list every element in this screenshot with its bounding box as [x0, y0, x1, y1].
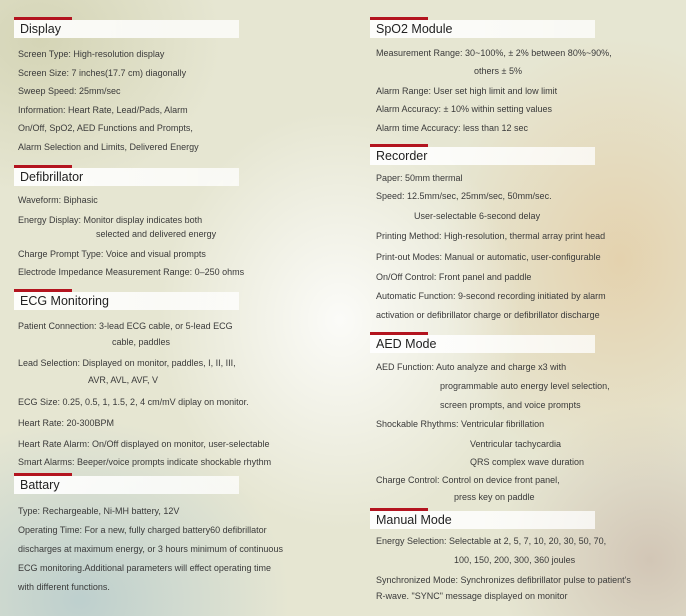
spec-line: Print-out Modes: Manual or automatic, user-configurable	[376, 252, 601, 262]
defibrillator-heading: Defibrillator	[14, 168, 239, 186]
display-heading: Display	[14, 20, 239, 38]
spec-line: Alarm Range: User set high limit and low limit	[376, 86, 558, 96]
spec-line: press key on paddle	[454, 492, 535, 502]
recorder-section	[370, 147, 606, 325]
spec-line: Synchronized Mode: Synchronizes defibrillator pulse to patient's	[376, 575, 631, 585]
spec-line: Information: Heart Rate, Lead/Pads, Alarm	[18, 104, 188, 115]
spec-line: Charge Prompt Type: Voice and visual prompts	[18, 248, 206, 259]
manual-mode-heading: Manual Mode	[370, 511, 595, 529]
spec-line: 100, 150, 200, 300, 360 joules	[454, 555, 576, 565]
spec-line: QRS complex wave duration	[470, 457, 585, 467]
aed-specs	[370, 358, 610, 507]
spec-line: Printing Method: High-resolution, thermal array print head	[376, 231, 606, 241]
spec-line: Screen Type: High-resolution display	[18, 49, 165, 59]
spec-line: Automatic Function: 9-second recording initiated by alarm	[376, 291, 606, 301]
spec-line: Smart Alarms: Beeper/voice prompts indicate shockable rhythm	[18, 457, 272, 467]
spec-line: others ± 5%	[474, 66, 522, 76]
spec-line: Paper: 50mm thermal	[376, 173, 463, 183]
spec-line: Operating Time: For a new, fully charged battery60 defibrillator	[18, 525, 267, 535]
battery-section	[14, 476, 283, 597]
spec-line: Heart Rate: 20-300BPM	[18, 418, 115, 428]
spec-line: Lead Selection: Displayed on monitor, paddles, I, II, III,	[18, 358, 236, 368]
spec-line: activation or defibrillator charge or defibrillator discharge	[376, 310, 600, 320]
spec-line: screen prompts, and voice prompts	[440, 400, 581, 410]
spec-line: Energy Selection: Selectable at 2, 5, 7, 10, 20, 30, 50, 70,	[376, 536, 607, 546]
spec-line: ECG monitoring.Additional parameters will effect operating time	[18, 563, 271, 573]
defibrillator-section	[14, 168, 244, 282]
spec-line: User-selectable 6-second delay	[414, 211, 541, 221]
spo2-section	[370, 20, 612, 138]
aed-section	[370, 335, 610, 507]
spec-line: Alarm Selection and Limits, Delivered Energy	[18, 141, 199, 152]
spec-line: R-wave. "SYNC" message displayed on monitor	[376, 591, 568, 601]
spec-line: Screen Size: 7 inches(17.7 cm) diagonally	[18, 67, 187, 78]
ecg-heading: ECG Monitoring	[14, 292, 239, 310]
spec-line: Alarm time Accuracy: less than 12 sec	[376, 123, 529, 133]
spec-line: Ventricular tachycardia	[470, 439, 562, 449]
spec-line: Patient Connection: 3-lead ECG cable, or 5-lead ECG	[18, 321, 233, 331]
ecg-specs	[14, 317, 271, 472]
spec-line: On/Off Control: Front panel and paddle	[376, 272, 532, 282]
spec-line: Type: Rechargeable, Ni-MH battery, 12V	[18, 506, 180, 516]
spec-line: discharges at maximum energy, or 3 hours minimum of continuous	[18, 544, 283, 554]
spec-line: Shockable Rhythms: Ventricular fibrillation	[376, 419, 545, 429]
defibrillator-specs	[14, 191, 244, 282]
spo2-heading: SpO2 Module	[370, 20, 595, 38]
recorder-specs	[370, 169, 606, 325]
spec-line: selected and delivered energy	[96, 228, 217, 239]
spec-line: with different functions.	[18, 582, 110, 592]
spec-line: cable, paddles	[112, 337, 171, 347]
spec-line: Heart Rate Alarm: On/Off displayed on monitor, user-selectable	[18, 439, 270, 449]
spec-line: ECG Size: 0.25, 0.5, 1, 1.5, 2, 4 cm/mV diplay on monitor.	[18, 397, 249, 407]
battery-heading: Battary	[14, 476, 239, 494]
ecg-section	[14, 292, 271, 472]
battery-specs	[14, 502, 283, 597]
spec-line: Waveform: Biphasic	[18, 195, 98, 205]
spec-line: AED Function: Auto analyze and charge x3 with	[376, 362, 567, 372]
spec-line: AVR, AVL, AVF, V	[88, 375, 159, 385]
display-section	[14, 20, 239, 157]
spec-line: Speed: 12.5mm/sec, 25mm/sec, 50mm/sec.	[376, 191, 552, 201]
spec-line: Alarm Accuracy: ± 10% within setting values	[376, 104, 553, 114]
spec-line: programmable auto energy level selection,	[440, 381, 610, 391]
spec-line: Sweep Speed: 25mm/sec	[18, 86, 121, 97]
display-specs	[14, 45, 239, 157]
spec-line: On/Off, SpO2, AED Functions and Prompts,	[18, 123, 193, 134]
manual-mode-specs	[370, 532, 631, 606]
spo2-specs	[370, 44, 612, 138]
recorder-heading: Recorder	[370, 147, 595, 165]
spec-line: Electrode Impedance Measurement Range: 0–250 ohms	[18, 267, 245, 278]
spec-line: Measurement Range: 30~100%, ± 2% between 80%~90%,	[376, 48, 612, 58]
spec-line: Energy Display: Monitor display indicates both	[18, 214, 203, 225]
spec-line: Charge Control: Control on device front panel,	[376, 475, 560, 485]
manual-mode-section	[370, 511, 631, 606]
aed-heading: AED Mode	[370, 335, 595, 353]
